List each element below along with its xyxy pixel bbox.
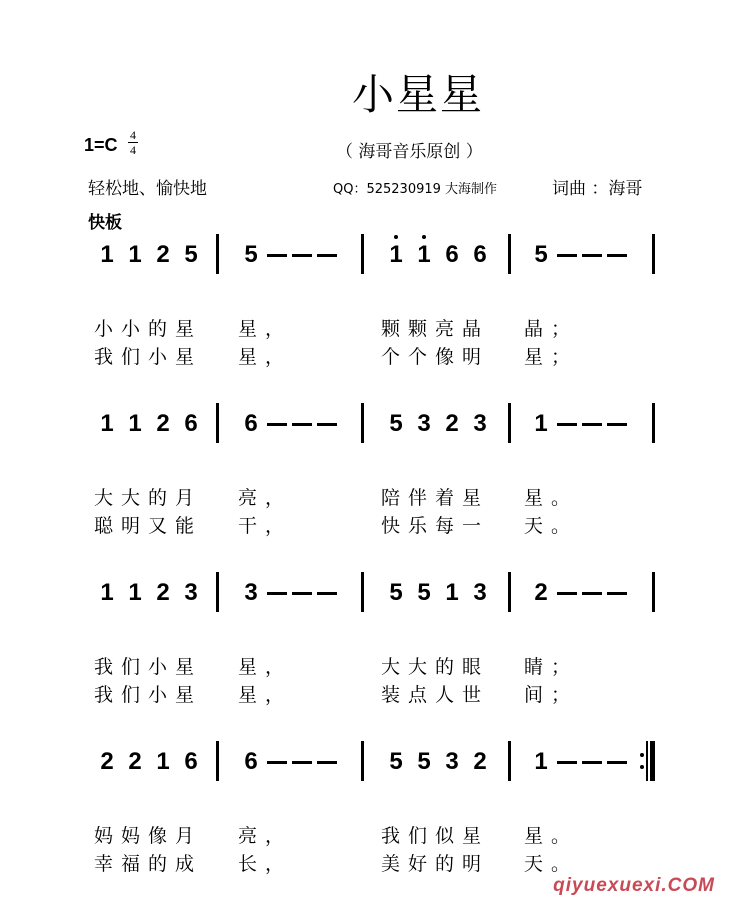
note: 2 [473, 748, 487, 775]
octave-dot [394, 235, 398, 239]
bar-line [216, 741, 219, 781]
bar-line [361, 572, 364, 612]
note: 1 [100, 241, 114, 268]
note: 2 [128, 748, 142, 775]
lyric-text: 我们小星 [94, 656, 203, 678]
note: 5 [389, 579, 403, 606]
note: 6 [184, 748, 198, 775]
lyric-text: 陪伴着星 [381, 487, 490, 509]
sustain-dash [317, 761, 337, 764]
lyric-text: 大大的月 [94, 487, 203, 509]
note: 5 [244, 241, 258, 268]
lyric-text: 星； [524, 346, 579, 368]
sustain-dash [557, 761, 577, 764]
sustain-dash [557, 592, 577, 595]
sustain-dash [557, 254, 577, 257]
sustain-dash [607, 761, 627, 764]
note: 3 [244, 579, 258, 606]
note: 5 [389, 410, 403, 437]
watermark: qiyuexuexi.COM [553, 875, 715, 896]
note: 2 [156, 410, 170, 437]
lyric-text: 干， [238, 515, 293, 537]
note: 6 [473, 241, 487, 268]
bar-line [508, 234, 511, 274]
note: 3 [445, 748, 459, 775]
sustain-dash [317, 423, 337, 426]
lyric-text: 天。 [524, 853, 579, 875]
sustain-dash [267, 761, 287, 764]
sustain-dash [267, 592, 287, 595]
subtitle: （ 海哥音乐原创 ） [336, 142, 483, 162]
repeat-dot [640, 765, 644, 769]
note: 6 [445, 241, 459, 268]
lyric-text: 美好的明 [381, 853, 490, 875]
lyric-text: 星， [238, 684, 293, 706]
note: 6 [244, 410, 258, 437]
octave-dot [422, 235, 426, 239]
lyric-text: 我们小星 [94, 684, 203, 706]
lyric-text: 星。 [524, 825, 579, 847]
lyric-text: 我们小星 [94, 346, 203, 368]
note: 5 [417, 579, 431, 606]
note: 1 [100, 410, 114, 437]
lyric-text: 星， [238, 318, 293, 340]
sustain-dash [292, 423, 312, 426]
lyric-text: 快乐每一 [381, 515, 490, 537]
qq-info: QQ：525230919 大海制作 [333, 182, 498, 197]
note: 1 [128, 410, 142, 437]
sustain-dash [582, 761, 602, 764]
bar-line [652, 234, 655, 274]
note: 1 [417, 241, 431, 268]
lyric-text: 亮， [238, 487, 293, 509]
bar-line [508, 572, 511, 612]
repeat-dot [640, 753, 644, 757]
lyric-text: 我们似星 [381, 825, 490, 847]
lyric-text: 天。 [524, 515, 579, 537]
sustain-dash [607, 592, 627, 595]
note: 1 [445, 579, 459, 606]
bar-line [216, 234, 219, 274]
bar-line [361, 741, 364, 781]
tempo-marking: 快板 [88, 213, 122, 233]
sustain-dash [607, 423, 627, 426]
end-bar-thick [650, 741, 654, 781]
lyric-text: 个个像明 [381, 346, 490, 368]
lyric-text: 颗颗亮晶 [381, 318, 490, 340]
bar-line [361, 403, 364, 443]
credit: 词曲 ：海哥 [552, 179, 643, 199]
lyric-text: 晶； [524, 318, 579, 340]
note: 1 [100, 579, 114, 606]
note: 3 [473, 579, 487, 606]
bar-line [216, 403, 219, 443]
time-signature-top: 4 [130, 128, 136, 142]
sustain-dash [317, 592, 337, 595]
note: 6 [184, 410, 198, 437]
bar-line [508, 741, 511, 781]
time-signature-bottom: 4 [130, 143, 136, 157]
note: 2 [156, 241, 170, 268]
style-marking: 轻松地、愉快地 [88, 179, 207, 199]
bar-line [652, 572, 655, 612]
sustain-dash [317, 254, 337, 257]
note: 1 [389, 241, 403, 268]
note: 2 [445, 410, 459, 437]
sustain-dash [582, 592, 602, 595]
lyric-text: 星。 [524, 487, 579, 509]
sustain-dash [582, 423, 602, 426]
note: 5 [417, 748, 431, 775]
end-bar-thin [646, 741, 648, 781]
lyric-text: 装点人世 [381, 684, 490, 706]
note: 5 [389, 748, 403, 775]
note: 1 [534, 410, 548, 437]
lyric-text: 长， [238, 853, 293, 875]
lyric-text: 聪明又能 [94, 515, 203, 537]
lyric-text: 大大的眼 [381, 656, 490, 678]
sustain-dash [267, 254, 287, 257]
note: 3 [184, 579, 198, 606]
lyric-text: 小小的星 [94, 318, 203, 340]
sustain-dash [292, 592, 312, 595]
lyric-text: 亮， [238, 825, 293, 847]
note: 2 [534, 579, 548, 606]
song-title: 小星星 [352, 70, 485, 119]
sustain-dash [292, 254, 312, 257]
note: 2 [100, 748, 114, 775]
note: 1 [534, 748, 548, 775]
lyric-text: 间； [524, 684, 579, 706]
bar-line [652, 403, 655, 443]
bar-line [216, 572, 219, 612]
bar-line [361, 234, 364, 274]
note: 5 [534, 241, 548, 268]
note: 2 [156, 579, 170, 606]
time-signature [126, 128, 140, 157]
note: 3 [473, 410, 487, 437]
lyric-text: 妈妈像月 [94, 825, 203, 847]
lyric-text: 星， [238, 656, 293, 678]
sustain-dash [557, 423, 577, 426]
key-signature: 1=C [84, 135, 118, 155]
sustain-dash [267, 423, 287, 426]
note: 1 [128, 241, 142, 268]
lyric-text: 睛； [524, 656, 579, 678]
lyric-text: 星， [238, 346, 293, 368]
note: 6 [244, 748, 258, 775]
sustain-dash [607, 254, 627, 257]
note: 5 [184, 241, 198, 268]
note: 3 [417, 410, 431, 437]
lyric-text: 幸福的成 [94, 853, 203, 875]
note: 1 [128, 579, 142, 606]
sustain-dash [582, 254, 602, 257]
note: 1 [156, 748, 170, 775]
sustain-dash [292, 761, 312, 764]
bar-line [508, 403, 511, 443]
